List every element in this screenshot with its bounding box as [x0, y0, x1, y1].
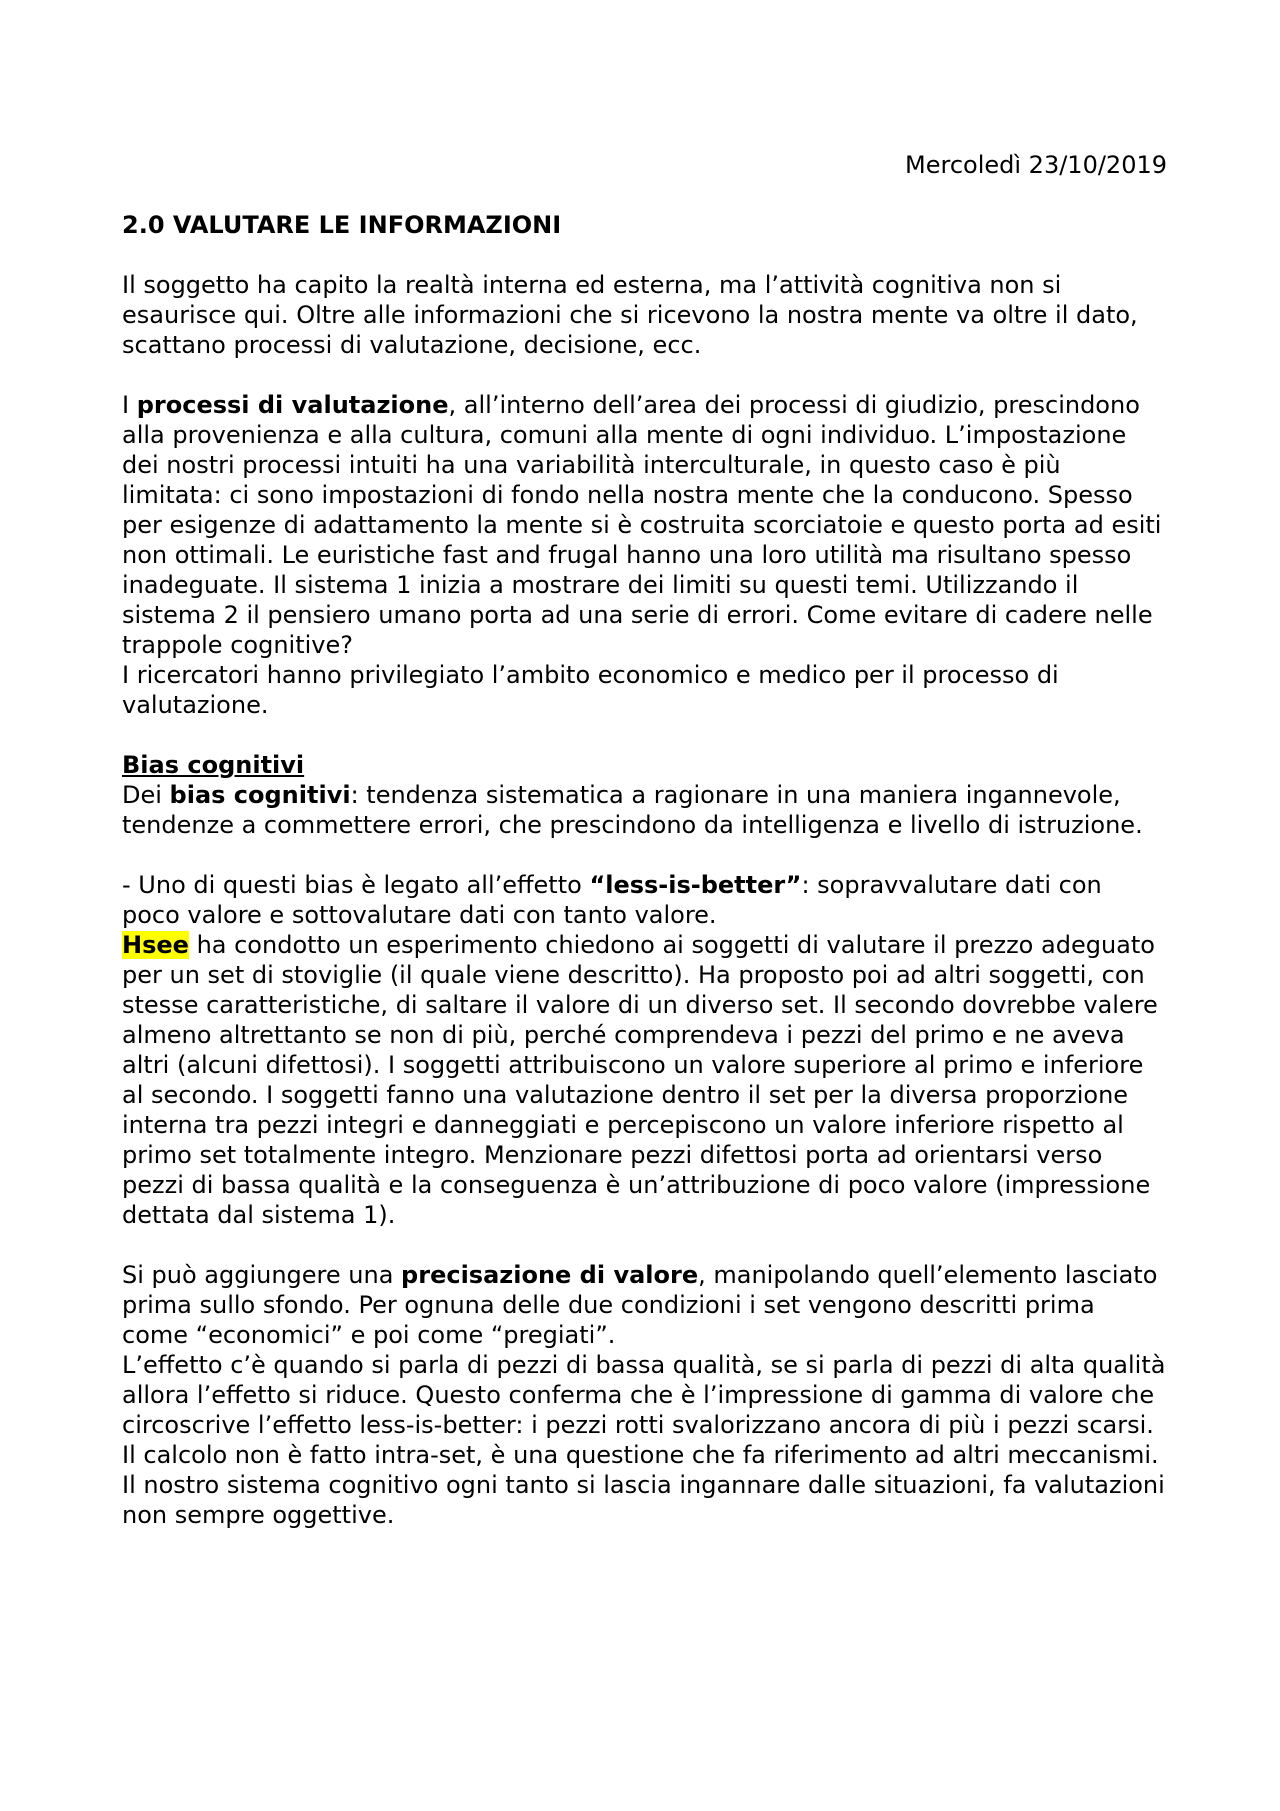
- hsee-body: ha condotto un esperimento chiedono ai soggetti di valutare il prezzo adeguato per un set di stoviglie (il quale viene descritto). Ha proposto poi ad altri soggetti, con stesse caratteristiche, di saltare il valore di un diverso set. Il secondo dovrebbe valere almeno altrettanto se non di più, perché comprendeva i pezzi del primo e ne aveva altri (alcuni difettosi). I soggetti attribuiscono un valore superiore al primo e inferiore al secondo. I soggetti fanno una valutazione dentro il set per la diversa proporzione interna tra pezzi integri e danneggiati e percepiscono un valore inferiore rispetto al primo set totalmente integro. Menzionare pezzi difettosi porta ad orientarsi verso pezzi di bassa qualità e la conseguenza è un’attribuzione di poco valore (impressione dettata dal sistema 1).: [122, 931, 1158, 1229]
- less-bold-term: “less-is-better”: [589, 871, 802, 899]
- precisazione-paragraph: [122, 1260, 1167, 1350]
- precisazione-pre: Si può aggiungere una: [122, 1261, 402, 1289]
- document-date: Mercoledì 23/10/2019: [905, 151, 1167, 179]
- bias-pre: Dei: [122, 781, 170, 809]
- bias-bold-term: bias cognitivi: [169, 781, 351, 809]
- bias-heading: Bias cognitivi: [122, 751, 305, 779]
- spacer: [122, 360, 1167, 390]
- hsee-highlight: Hsee: [122, 931, 189, 959]
- processi-paragraph: [122, 390, 1167, 660]
- precisazione-bold-term: precisazione di valore: [401, 1261, 699, 1289]
- less-body: : sopravvalutare dati con poco valore e sottovalutare dati con tanto valore.: [122, 871, 1102, 929]
- spacer: [122, 720, 1167, 750]
- effetto-paragraph: L’effetto c’è quando si parla di pezzi di bassa qualità, se si parla di pezzi di alta qualità allora l’effetto si riduce. Questo conferma che è l’impressione di gamma di valore che circoscrive l’effetto less-is-better: i pezzi rotti svalorizzano ancora di più i pezzi scarsi. Il calcolo non è fatto intra-set, è una questione che fa riferimento ad altri meccanismi.: [122, 1351, 1166, 1469]
- processi-bold-term: processi di valutazione: [136, 391, 449, 419]
- less-is-better-paragraph: [122, 870, 1167, 930]
- bias-paragraph: [122, 780, 1167, 840]
- processi-body: , all’interno dell’area dei processi di giudizio, prescindono alla provenienza e alla cultura, comuni alla mente di ogni individuo. L’impostazione dei nostri processi intuiti ha una variabilità interculturale, in questo caso è più limitata: ci sono impostazioni di fondo nella nostra mente che la conducono. Spesso per esigenze di adattamento la mente si è costruita scorciatoie e questo porta ad esiti non ottimali. Le euristiche fast and frugal hanno una loro utilità ma risultano spesso inadeguate. Il sistema 1 inizia a mostrare dei limiti su questi temi. Utilizzando il sistema 2 il pensiero umano porta ad una serie di errori. Come evitare di cadere nelle trappole cognitive?: [122, 391, 1162, 659]
- precisazione-body: , manipolando quell’elemento lasciato prima sullo sfondo. Per ognuna delle due condizioni i set vengono descritti prima come “economici” e poi come “pregiati”.: [122, 1261, 1158, 1349]
- section-title: 2.0 VALUTARE LE INFORMAZIONI: [122, 211, 562, 239]
- hsee-paragraph: [122, 930, 1167, 1230]
- sistema-paragraph: Il nostro sistema cognitivo ogni tanto si lascia ingannare dalle situazioni, fa valutazioni non sempre oggettive.: [122, 1471, 1165, 1529]
- bias-body: : tendenza sistematica a ragionare in una maniera ingannevole, tendenze a commettere errori, che prescindono da intelligenza e livello di istruzione.: [122, 781, 1143, 839]
- less-pre: - Uno di questi bias è legato all’effetto: [122, 871, 590, 899]
- processi-pre: I: [122, 391, 137, 419]
- spacer: [122, 840, 1167, 870]
- spacer: [122, 1230, 1167, 1260]
- ricercatori-paragraph: I ricercatori hanno privilegiato l’ambito economico e medico per il processo di valutazione.: [122, 661, 1059, 719]
- intro-paragraph: Il soggetto ha capito la realtà interna ed esterna, ma l’attività cognitiva non si esaurisce qui. Oltre alle informazioni che si ricevono la nostra mente va oltre il dato, scattano processi di valutazione, decisione, ecc.: [122, 271, 1138, 359]
